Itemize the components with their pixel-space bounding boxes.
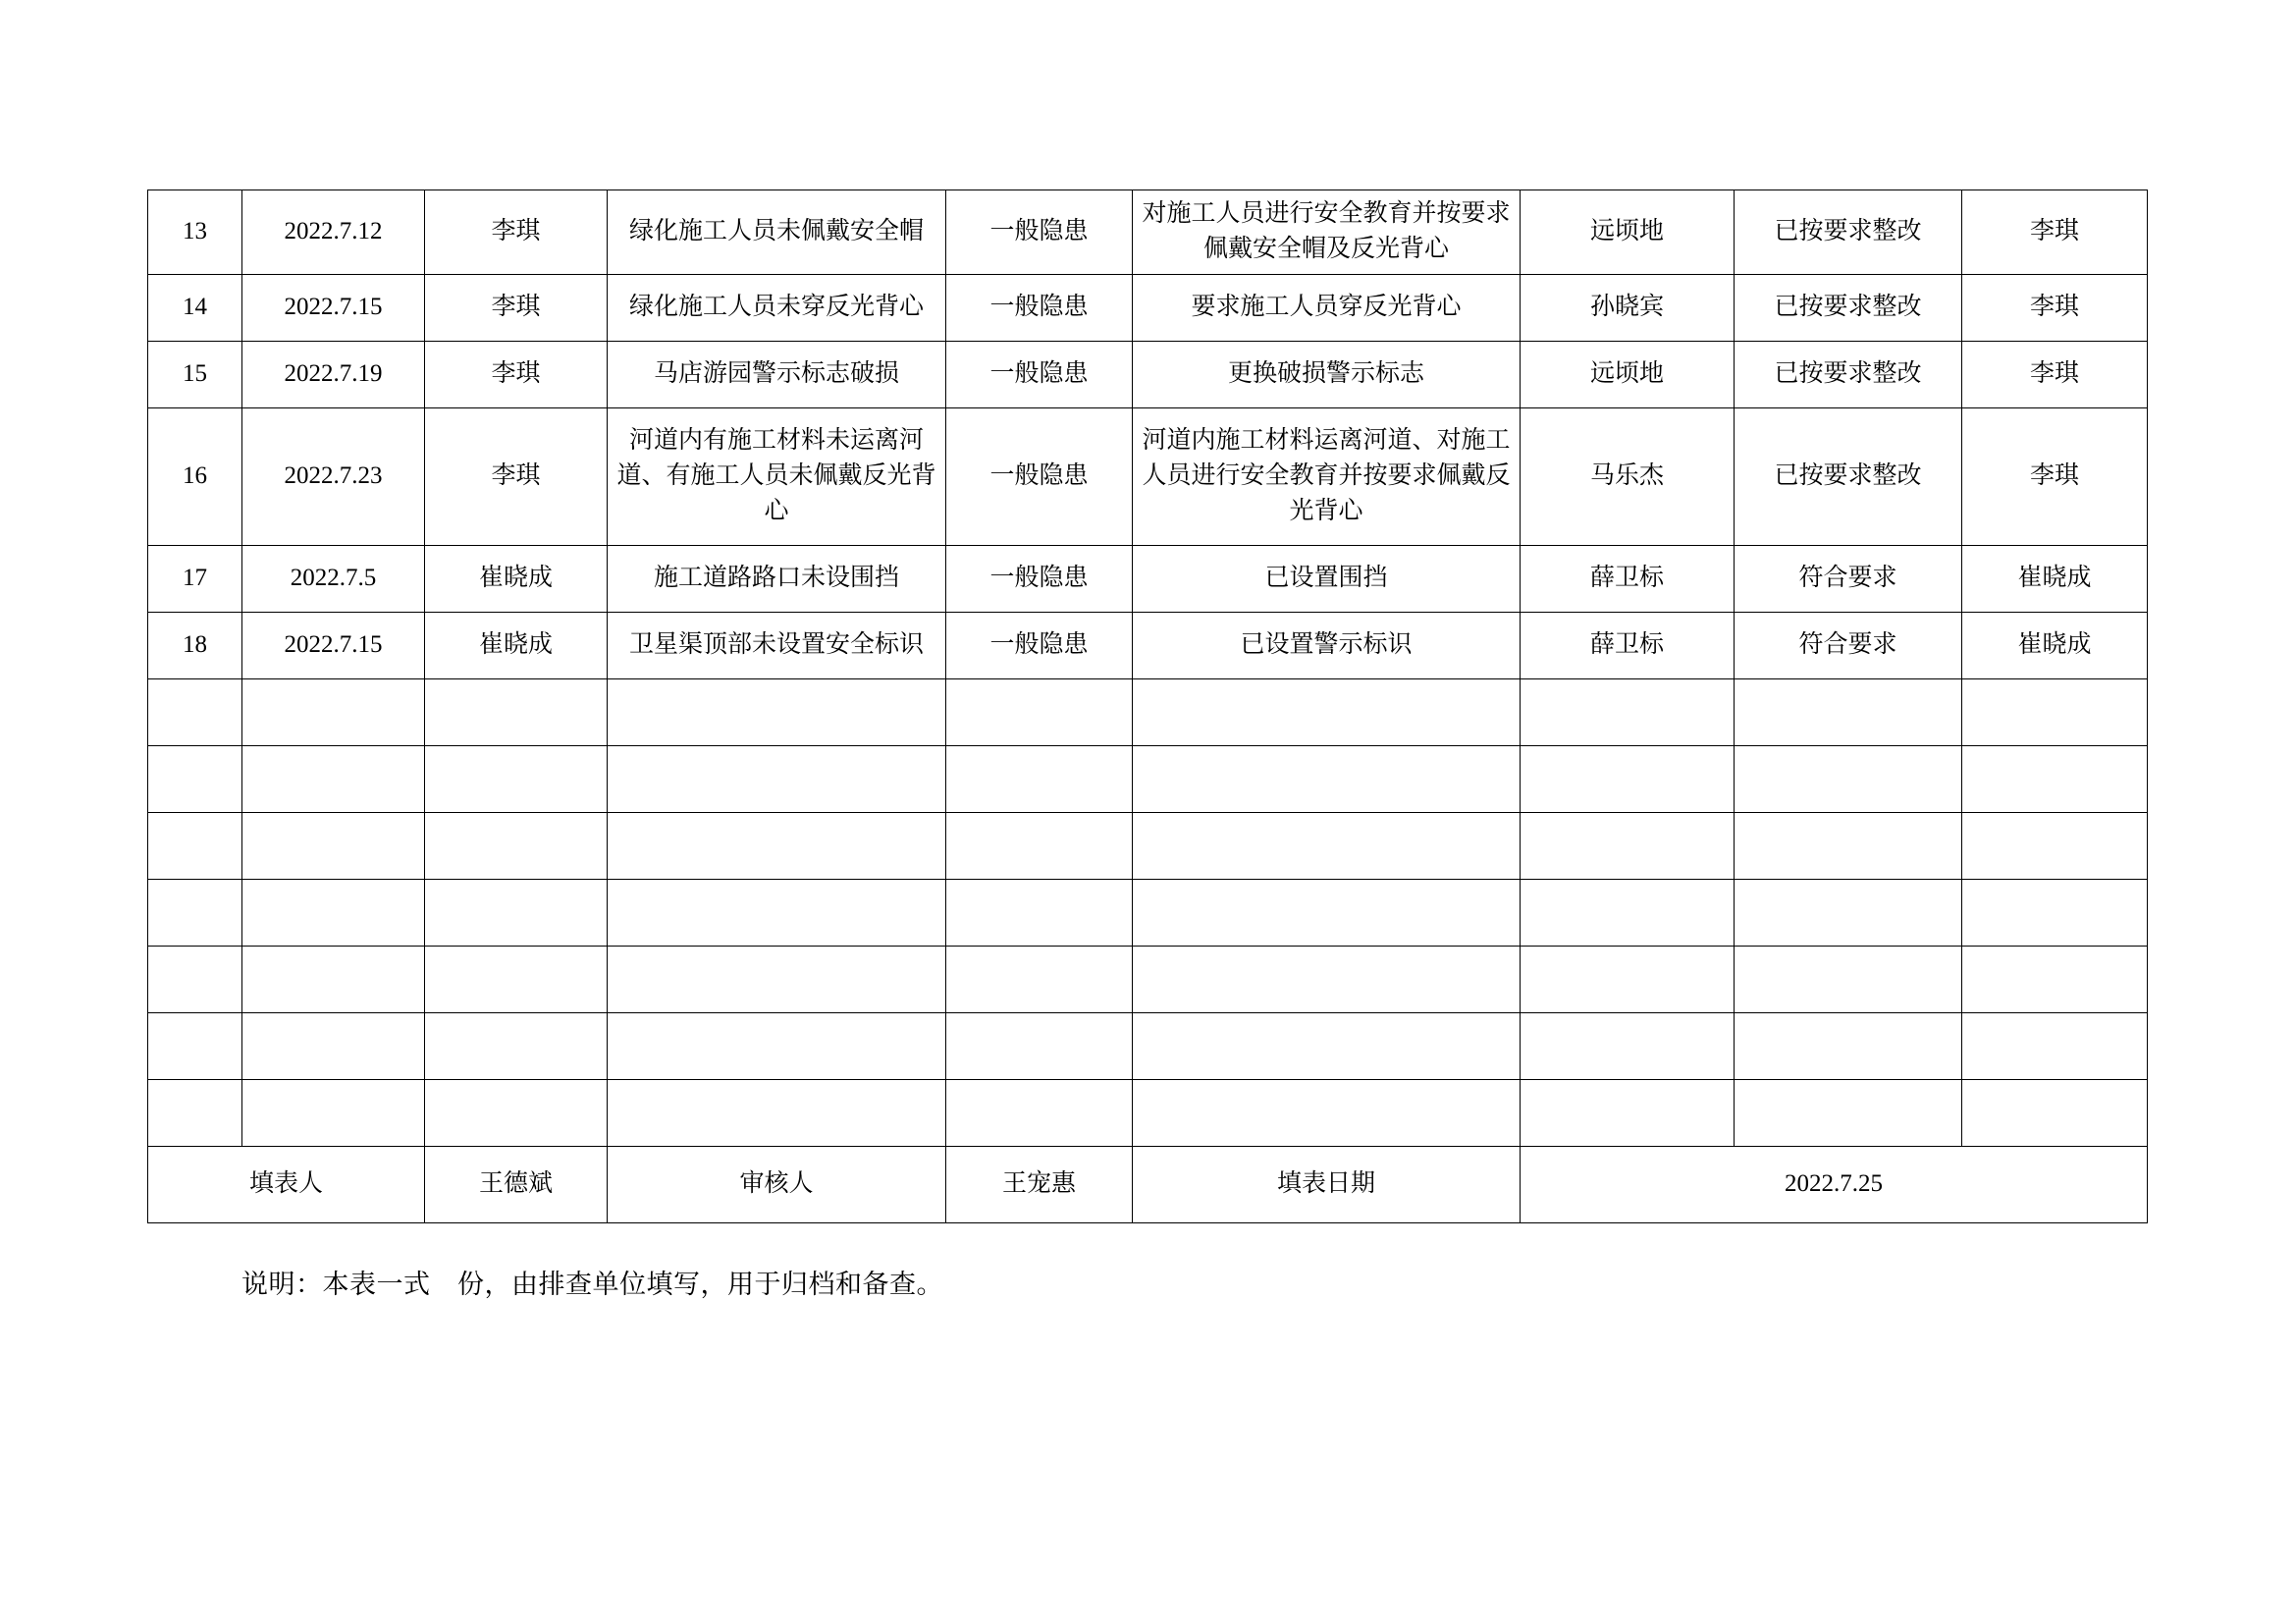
cell-empty <box>1133 678 1521 745</box>
cell-no: 15 <box>148 341 242 407</box>
cell-empty <box>1735 1079 1962 1146</box>
cell-empty <box>1735 678 1962 745</box>
cell-responsible: 远顷地 <box>1521 190 1735 275</box>
cell-empty <box>1521 812 1735 879</box>
cell-measure: 河道内施工材料运离河道、对施工人员进行安全教育并按要求佩戴反光背心 <box>1133 407 1521 545</box>
cell-empty <box>946 1012 1133 1079</box>
cell-inspector: 崔晓成 <box>425 612 608 678</box>
cell-empty <box>608 1079 946 1146</box>
cell-empty <box>148 1079 242 1146</box>
cell-level: 一般隐患 <box>946 274 1133 341</box>
cell-hazard: 施工道路路口未设围挡 <box>608 545 946 612</box>
cell-responsible: 薛卫标 <box>1521 545 1735 612</box>
cell-date: 2022.7.12 <box>242 190 425 275</box>
table-row-empty <box>148 812 2148 879</box>
cell-empty <box>1962 812 2148 879</box>
cell-empty <box>242 1012 425 1079</box>
cell-empty <box>1962 879 2148 946</box>
cell-empty <box>1735 812 1962 879</box>
cell-measure: 已设置围挡 <box>1133 545 1521 612</box>
cell-empty <box>1521 678 1735 745</box>
cell-status: 符合要求 <box>1735 612 1962 678</box>
cell-empty <box>1133 1079 1521 1146</box>
cell-empty <box>1521 1012 1735 1079</box>
cell-hazard: 马店游园警示标志破损 <box>608 341 946 407</box>
table-row-empty <box>148 745 2148 812</box>
table-row-empty <box>148 1012 2148 1079</box>
cell-empty <box>1521 1079 1735 1146</box>
cell-empty <box>608 812 946 879</box>
cell-empty <box>242 1079 425 1146</box>
cell-empty <box>608 678 946 745</box>
cell-empty <box>946 678 1133 745</box>
hazard-inspection-table <box>147 189 2148 1223</box>
footer-filler-value: 王德斌 <box>425 1146 608 1222</box>
cell-no: 18 <box>148 612 242 678</box>
footer-filler-label: 填表人 <box>148 1146 425 1222</box>
table-row <box>148 190 2148 275</box>
cell-date: 2022.7.5 <box>242 545 425 612</box>
cell-empty <box>1735 1012 1962 1079</box>
cell-empty <box>946 946 1133 1012</box>
cell-empty <box>1962 1012 2148 1079</box>
cell-reviewer: 崔晓成 <box>1962 545 2148 612</box>
hazard-inspection-table-wrapper <box>147 189 2147 1223</box>
cell-hazard: 河道内有施工材料未运离河道、有施工人员未佩戴反光背心 <box>608 407 946 545</box>
table-body <box>148 190 2148 1223</box>
footer-date-label: 填表日期 <box>1133 1146 1521 1222</box>
cell-empty <box>425 1012 608 1079</box>
cell-empty <box>148 1012 242 1079</box>
table-row <box>148 612 2148 678</box>
cell-empty <box>1735 745 1962 812</box>
cell-reviewer: 李琪 <box>1962 190 2148 275</box>
cell-empty <box>242 745 425 812</box>
table-row-empty <box>148 678 2148 745</box>
cell-empty <box>242 678 425 745</box>
cell-status: 已按要求整改 <box>1735 407 1962 545</box>
footer-auditor-value: 王宠惠 <box>946 1146 1133 1222</box>
cell-empty <box>1133 946 1521 1012</box>
cell-empty <box>1133 745 1521 812</box>
cell-no: 14 <box>148 274 242 341</box>
table-row-empty <box>148 1079 2148 1146</box>
cell-empty <box>608 1012 946 1079</box>
cell-empty <box>242 946 425 1012</box>
cell-reviewer: 李琪 <box>1962 407 2148 545</box>
cell-empty <box>148 745 242 812</box>
cell-empty <box>608 879 946 946</box>
cell-empty <box>608 745 946 812</box>
cell-hazard: 卫星渠顶部未设置安全标识 <box>608 612 946 678</box>
table-row-empty <box>148 879 2148 946</box>
cell-empty <box>1133 812 1521 879</box>
cell-no: 13 <box>148 190 242 275</box>
cell-status: 符合要求 <box>1735 545 1962 612</box>
cell-hazard: 绿化施工人员未穿反光背心 <box>608 274 946 341</box>
table-row <box>148 341 2148 407</box>
cell-empty <box>1962 946 2148 1012</box>
cell-empty <box>148 812 242 879</box>
cell-empty <box>1735 946 1962 1012</box>
cell-empty <box>946 879 1133 946</box>
cell-empty <box>1962 745 2148 812</box>
cell-empty <box>1133 1012 1521 1079</box>
cell-empty <box>946 745 1133 812</box>
cell-measure: 对施工人员进行安全教育并按要求佩戴安全帽及反光背心 <box>1133 190 1521 275</box>
cell-empty <box>148 879 242 946</box>
cell-empty <box>946 1079 1133 1146</box>
cell-empty <box>1521 946 1735 1012</box>
cell-empty <box>608 946 946 1012</box>
footer-auditor-label: 审核人 <box>608 1146 946 1222</box>
cell-inspector: 崔晓成 <box>425 545 608 612</box>
cell-level: 一般隐患 <box>946 407 1133 545</box>
cell-empty <box>148 678 242 745</box>
cell-date: 2022.7.15 <box>242 612 425 678</box>
cell-empty <box>1962 1079 2148 1146</box>
cell-measure: 更换破损警示标志 <box>1133 341 1521 407</box>
cell-level: 一般隐患 <box>946 190 1133 275</box>
cell-level: 一般隐患 <box>946 545 1133 612</box>
cell-measure: 要求施工人员穿反光背心 <box>1133 274 1521 341</box>
cell-empty <box>425 946 608 1012</box>
cell-empty <box>1521 879 1735 946</box>
cell-date: 2022.7.23 <box>242 407 425 545</box>
cell-reviewer: 李琪 <box>1962 341 2148 407</box>
cell-inspector: 李琪 <box>425 190 608 275</box>
cell-empty <box>425 879 608 946</box>
cell-status: 已按要求整改 <box>1735 190 1962 275</box>
cell-empty <box>425 812 608 879</box>
cell-empty <box>1735 879 1962 946</box>
cell-status: 已按要求整改 <box>1735 341 1962 407</box>
form-note: 说明：本表一式 份，由排查单位填写，用于归档和备查。 <box>241 1270 943 1299</box>
cell-no: 17 <box>148 545 242 612</box>
cell-reviewer: 崔晓成 <box>1962 612 2148 678</box>
cell-empty <box>1962 678 2148 745</box>
cell-inspector: 李琪 <box>425 274 608 341</box>
cell-responsible: 远顷地 <box>1521 341 1735 407</box>
cell-empty <box>242 812 425 879</box>
cell-no: 16 <box>148 407 242 545</box>
cell-measure: 已设置警示标识 <box>1133 612 1521 678</box>
cell-date: 2022.7.15 <box>242 274 425 341</box>
table-footer-row <box>148 1146 2148 1222</box>
cell-status: 已按要求整改 <box>1735 274 1962 341</box>
footer-date-value: 2022.7.25 <box>1521 1146 2148 1222</box>
table-row <box>148 274 2148 341</box>
cell-level: 一般隐患 <box>946 341 1133 407</box>
cell-inspector: 李琪 <box>425 341 608 407</box>
cell-empty <box>425 1079 608 1146</box>
cell-responsible: 薛卫标 <box>1521 612 1735 678</box>
cell-empty <box>148 946 242 1012</box>
cell-reviewer: 李琪 <box>1962 274 2148 341</box>
table-row <box>148 407 2148 545</box>
table-row-empty <box>148 946 2148 1012</box>
cell-hazard: 绿化施工人员未佩戴安全帽 <box>608 190 946 275</box>
cell-inspector: 李琪 <box>425 407 608 545</box>
cell-empty <box>1521 745 1735 812</box>
cell-empty <box>1133 879 1521 946</box>
cell-responsible: 马乐杰 <box>1521 407 1735 545</box>
cell-empty <box>946 812 1133 879</box>
table-row <box>148 545 2148 612</box>
cell-empty <box>425 745 608 812</box>
cell-empty <box>425 678 608 745</box>
cell-empty <box>242 879 425 946</box>
cell-responsible: 孙晓宾 <box>1521 274 1735 341</box>
cell-date: 2022.7.19 <box>242 341 425 407</box>
cell-level: 一般隐患 <box>946 612 1133 678</box>
